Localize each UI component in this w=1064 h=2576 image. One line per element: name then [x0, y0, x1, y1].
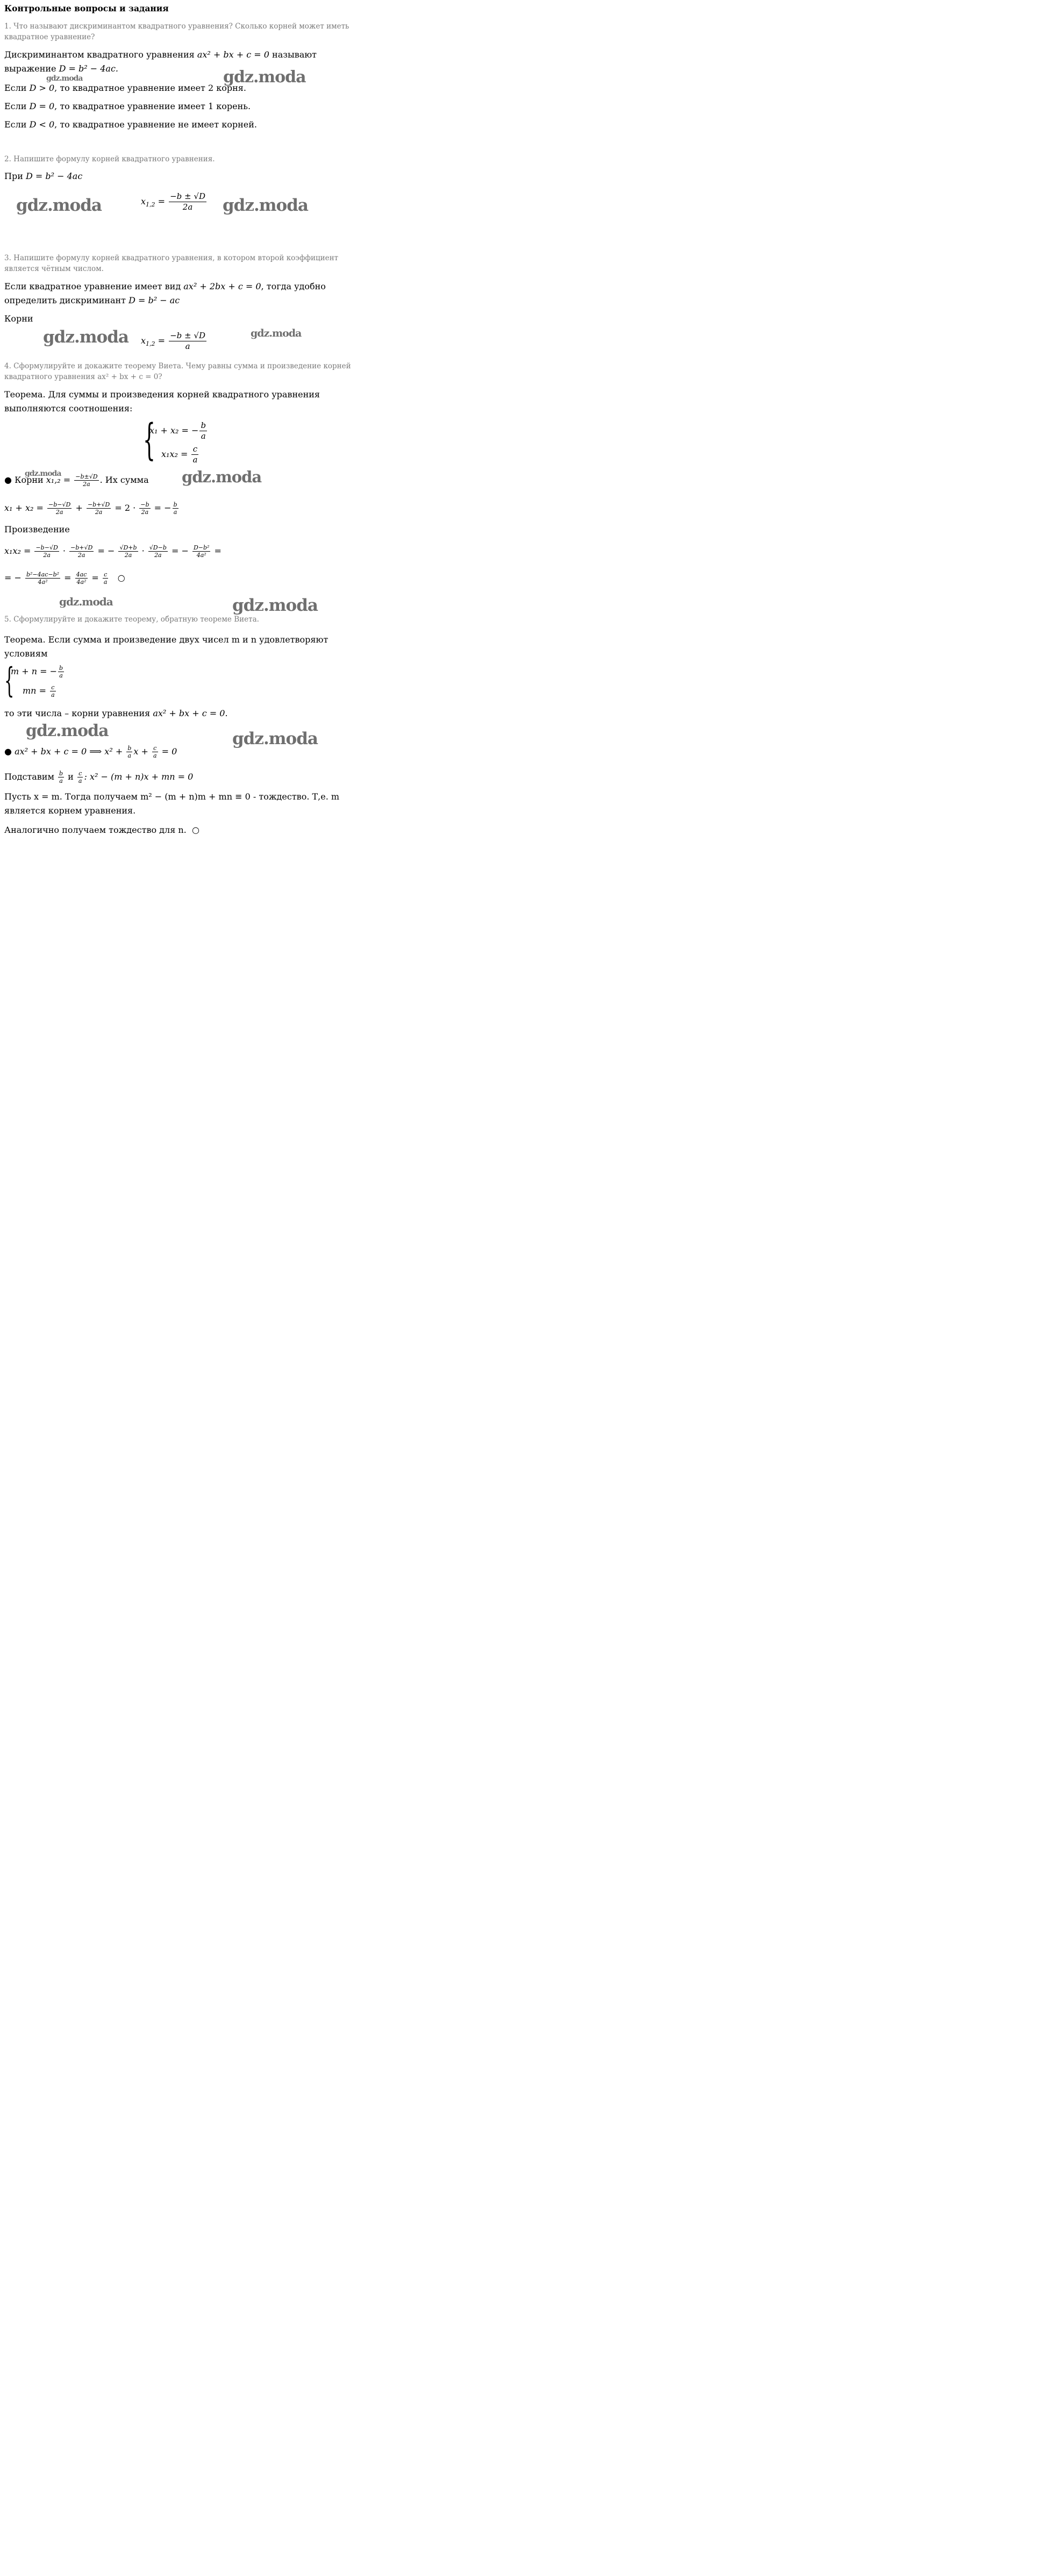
q3-answer-line-1: Если квадратное уравнение имеет вид ax² + 2bx + c = 0, тогда удобно — [4, 281, 326, 291]
q1-case-1: Если D > 0, то квадратное уравнение имеет 2 корня. — [4, 83, 246, 93]
watermark-logo: gdz.moda — [223, 68, 306, 87]
q1-expr-label: выражение — [4, 63, 56, 74]
q4-theorem-line-1: Теорема. Для суммы и произведения корней квадратного уравнения — [4, 389, 320, 399]
question-3-line-2: является чётным числом. — [4, 265, 104, 273]
q3-roots-label: Корни — [4, 313, 33, 324]
q5-then-line: то эти числа – корни уравнения ax² + bx + c = 0. — [4, 708, 228, 718]
q5-let-line-2: является корнем уравнения. — [4, 805, 136, 816]
q4-vieta-system — [143, 415, 224, 468]
q5-let-line-1: Пусть x = m. Тогда получаем m² − (m + n)m + mn ≡ 0 - тождество. Т,е. m — [4, 791, 340, 802]
watermark-logo: gdz.moda — [43, 327, 128, 347]
end-proof-icon: ○ — [191, 825, 199, 835]
q1-answer-line-1 — [4, 48, 317, 61]
watermark-logo: gdz.moda — [223, 196, 308, 215]
q5-system-eq-2: mn = $\frac{c}{a}$ — [23, 684, 55, 698]
q1-case-2: Если D = 0, то квадратное уравнение имеет 1 корень. — [4, 101, 251, 111]
q4-product-label: Произведение — [4, 524, 70, 534]
watermark-logo: gdz.moda — [251, 327, 302, 339]
watermark-logo: gdz.moda — [59, 595, 113, 608]
question-3-line-1: 3. Напишите формулу корней квадратного уравнения, в котором второй коэффициент — [4, 254, 339, 262]
watermark-logo: gdz.moda — [232, 596, 318, 615]
q1-answer-line-2 — [4, 62, 118, 75]
watermark-logo: gdz.moda — [182, 468, 262, 486]
bullet-icon: ● — [4, 475, 12, 485]
q1-equation: ax² + bx + c = 0 — [197, 49, 269, 60]
q1-answer-text: Дискриминантом квадратного уравнения — [4, 49, 195, 60]
bullet-icon: ● — [4, 746, 12, 757]
question-2: 2. Напишите формулу корней квадратного уравнения. — [4, 155, 215, 163]
q5-system — [4, 663, 80, 703]
q1-answer-tail: называют — [272, 49, 317, 60]
q5-similar-line: Аналогично получаем тождество для n. ○ — [4, 825, 199, 835]
page-title: Контрольные вопросы и задания — [4, 3, 169, 13]
question-4-line-1: 4. Сформулируйте и докажите теорему Виета. Чему равны сумма и произведение корней — [4, 362, 351, 370]
q3-roots-formula: $x_{1,2}$ = $\frac{-b \pm √D}{a}$ — [141, 331, 205, 351]
q5-system-eq-1: m + n = − $\frac{b}{a}$ — [11, 665, 63, 679]
q1-discriminant-formula: D = b² − 4ac. — [59, 63, 119, 74]
q5-substitute: Подставим $\frac{b}{a}$ и $\frac{c}{a}$ : x² − (m + n)x + mn = 0 — [4, 770, 194, 784]
q1-case-3: Если D < 0, то квадратное уравнение не имеет корней. — [4, 119, 257, 130]
q2-roots-formula: $x_{1,2}$ = $\frac{-b \pm √D}{2a}$ — [141, 191, 205, 212]
question-1-line-1: 1. Что называют дискриминантом квадратного уравнения? Сколько корней может иметь — [4, 22, 349, 31]
watermark-logo: gdz.moda — [232, 729, 318, 748]
watermark-logo: gdz.moda — [25, 469, 61, 478]
q4-theorem-line-2: выполняются соотношения: — [4, 403, 133, 413]
question-5: 5. Сформулируйте и докажите теорему, обратную теореме Виета. — [4, 615, 259, 624]
q2-condition: При D = b² − 4ac — [4, 171, 83, 181]
q4-product-line-1: x₁x₂ = $\frac{-b-√D}{2a}$ · $\frac{-b+√D}{2a}$ = − $\frac{√D+b}{2a}$ · $\frac{√D-b}{2a}$ = − $\frac{\text{D−b²}}{\text{4a²}}$ = — [4, 544, 222, 559]
brace-icon: { — [4, 661, 15, 701]
watermark-logo: gdz.moda — [26, 722, 109, 740]
q4-sum-line: x₁ + x₂ = $\frac{-b-√D}{2a}$ + $\frac{-b+√D}{2a}$ = 2 · $\frac{-b}{2a}$ = − $\frac{b}{a}$ — [4, 501, 177, 516]
q5-step-1: ● ax² + bx + c = 0 ⟹ x² + $\frac{b}{a}$ x + $\frac{c}{a}$ = 0 — [4, 745, 177, 759]
watermark-logo: gdz.moda — [16, 196, 102, 215]
q4-system-eq-2: x₁x₂ = $\frac{c}{a}$ — [161, 444, 198, 465]
q4-system-eq-1: x₁ + x₂ = − $\frac{b}{a}$ — [149, 420, 206, 441]
q4-product-line-2: = − $\frac{\text{b²−4ac−b²}}{\text{4a²}}$ = $\frac{4ac}{\text{4a²}}$ = $\frac{c}{a}$ ○ — [4, 571, 125, 586]
watermark-logo: gdz.moda — [46, 74, 83, 83]
question-4-line-2: квадратного уравнения ax² + bx + c = 0? — [4, 373, 162, 381]
q3-answer-line-2: определить дискриминант D = b² − ac — [4, 295, 180, 305]
q5-theorem-line-1: Теорема. Если сумма и произведение двух чисел m и n удовлетворяют — [4, 634, 329, 645]
q4-roots-line: ● Корни x₁,₂ = $\frac{-b\pm√D}{2a}$ . Их сумма — [4, 473, 149, 488]
end-proof-icon: ○ — [117, 573, 125, 583]
question-1-line-2: квадратное уравнение? — [4, 33, 95, 41]
brace-icon: { — [143, 415, 155, 465]
q5-theorem-line-2: условиям — [4, 648, 48, 659]
